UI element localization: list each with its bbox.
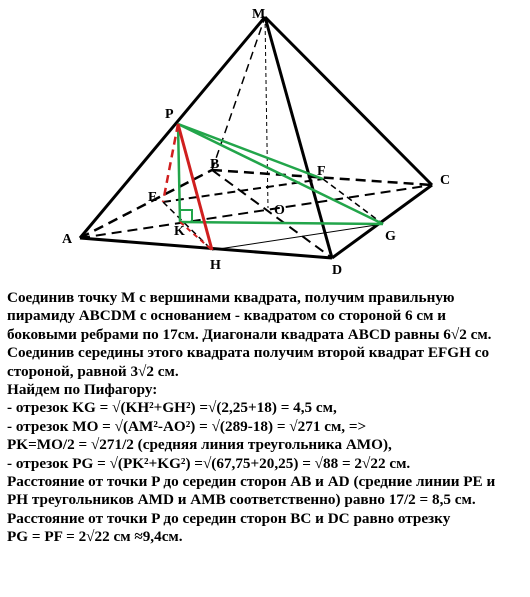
text-line: Соединив середины этого квадрата получим второй квадрат EFGH со <box>7 344 490 362</box>
edge-AM <box>80 17 265 238</box>
label-P: P <box>165 107 174 122</box>
text-line: боковыми ребрами по 17см. Диагонали квадрата ABCD равны 6√2 см. <box>7 325 492 343</box>
label-A: A <box>62 232 73 247</box>
segment-KG <box>180 222 383 224</box>
label-G: G <box>385 229 396 244</box>
text-line: - отрезок MO = √(AM²-AO²) = √(289-18) = √271 см, => <box>7 417 367 435</box>
label-F: F <box>317 164 326 179</box>
height-MO <box>265 17 268 208</box>
text-line: Расстояние от точки P до середин сторон AB и AD (средние линии PE и <box>7 473 496 491</box>
label-O: O <box>274 203 285 218</box>
pyramid-diagram <box>0 0 530 285</box>
label-H: H <box>210 258 221 273</box>
text-line: Расстояние от точки P до середин сторон BC и DC равно отрезку <box>7 509 451 527</box>
text-line: PK=MO/2 = √271/2 (средняя линия треугольника AMO), <box>7 436 392 454</box>
label-B: B <box>210 157 220 172</box>
edge-DC <box>332 185 432 258</box>
solution-text <box>7 289 527 547</box>
text-line: Соединив точку M с вершинами квадрата, получим правильную <box>7 289 455 306</box>
label-E: E <box>148 190 158 205</box>
text-line: - отрезок KG = √(KH²+GH²) =√(2,25+18) = 4,5 см, <box>7 399 337 417</box>
label-M: M <box>252 7 266 22</box>
right-angle-mark <box>180 210 192 222</box>
label-D: D <box>332 263 343 278</box>
text-line: пирамиду ABCDM с основанием - квадратом со стороной 6 см и <box>7 307 447 325</box>
segment-FG <box>323 179 383 224</box>
edge-CM <box>265 17 432 185</box>
edge-AD <box>80 238 332 258</box>
segment-HG <box>212 224 383 250</box>
diagonal-AC <box>80 185 432 238</box>
label-K: K <box>174 224 185 239</box>
text-line: - отрезок PG = √(PK²+KG²) =√(67,75+20,25) = √88 = 2√22 см. <box>7 454 411 472</box>
text-line: PH треугольников AMD и AMB соответственно) равно 17/2 = 8,5 см. <box>7 491 476 509</box>
segment-PK <box>178 124 180 222</box>
label-C: C <box>440 173 451 188</box>
text-line: PG = PF = 2√22 см ≈9,4см. <box>7 528 183 546</box>
text-line: стороной, равной 3√2 см. <box>7 362 179 380</box>
text-line: Найдем по Пифагору: <box>7 381 158 399</box>
diagonal-BD <box>212 170 332 258</box>
